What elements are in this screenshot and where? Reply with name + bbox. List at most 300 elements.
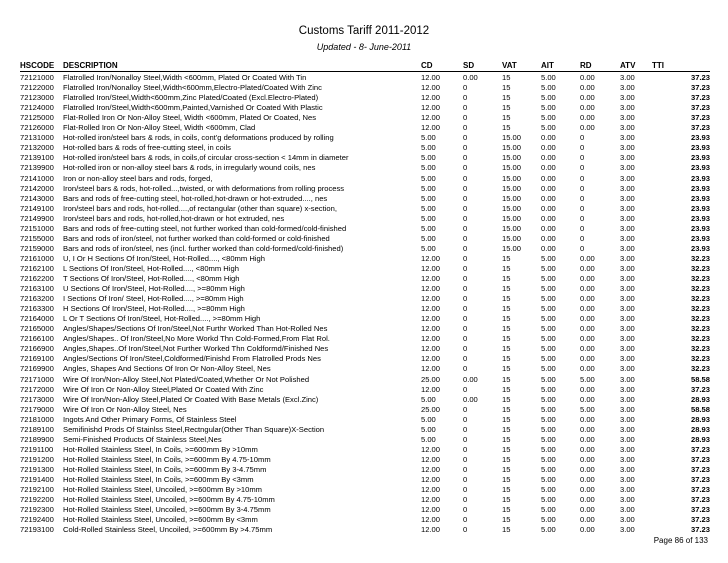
cell-tti: 37.23 — [690, 485, 710, 495]
cell-tti: 37.23 — [690, 495, 710, 505]
cell-rd: 0 — [580, 163, 585, 173]
header-vat: VAT — [502, 61, 517, 70]
cell-atv: 3.00 — [620, 83, 635, 93]
cell-cd: 5.00 — [421, 143, 436, 153]
cell-tti: 32.23 — [690, 294, 710, 304]
cell-sd: 0 — [463, 384, 468, 394]
cell-cd: 25.00 — [421, 374, 441, 384]
table-row — [0, 143, 728, 153]
cell-cd: 12.00 — [421, 93, 441, 103]
cell-tti: 37.23 — [690, 525, 710, 535]
cell-cd: 12.00 — [421, 464, 441, 474]
cell-tti: 23.93 — [690, 143, 710, 153]
cell-tti: 37.23 — [690, 505, 710, 515]
table-row — [0, 455, 728, 465]
cell-atv: 3.00 — [620, 424, 635, 434]
cell-ait: 5.00 — [541, 334, 556, 344]
table-row — [0, 93, 728, 103]
cell-tti: 32.23 — [690, 274, 710, 283]
cell-atv: 3.00 — [620, 203, 635, 213]
cell-sd: 0 — [463, 424, 468, 434]
cell-atv: 3.00 — [620, 384, 635, 394]
cell-vat: 15 — [502, 103, 511, 113]
cell-cd: 5.00 — [421, 424, 436, 434]
cell-hscode: 72139100 — [20, 153, 54, 163]
cell-atv: 3.00 — [620, 344, 635, 354]
cell-ait: 5.00 — [541, 263, 556, 273]
cell-atv: 3.00 — [620, 213, 635, 223]
cell-rd: 0.00 — [580, 93, 595, 103]
cell-sd: 0 — [463, 253, 468, 263]
cell-hscode: 72124000 — [20, 103, 54, 113]
cell-ait: 5.00 — [541, 414, 556, 424]
cell-tti: 32.23 — [690, 253, 710, 263]
cell-rd: 0.00 — [580, 424, 595, 434]
cell-vat: 15.00 — [502, 223, 522, 233]
table-row — [0, 415, 728, 425]
cell-ait: 0.00 — [541, 173, 556, 183]
table-row — [0, 364, 728, 374]
cell-hscode: 72192200 — [20, 495, 54, 505]
cell-cd: 12.00 — [421, 123, 441, 133]
cell-hscode: 72132000 — [20, 143, 54, 153]
cell-ait: 5.00 — [541, 464, 556, 474]
cell-vat: 15 — [502, 123, 511, 133]
cell-hscode: 72121000 — [20, 73, 54, 82]
cell-rd: 0.00 — [580, 344, 595, 354]
cell-vat: 15 — [502, 485, 511, 495]
cell-ait: 5.00 — [541, 505, 556, 515]
cell-ait: 5.00 — [541, 304, 556, 314]
cell-description: L Sections Of Iron/Steel, Hot-Rolled...., <80mm High — [63, 263, 239, 273]
cell-description: Bars and rods of free-cutting steel, not further worked than cold-formed/cold-finished — [63, 223, 347, 233]
cell-cd: 12.00 — [421, 324, 441, 334]
cell-ait: 5.00 — [541, 485, 556, 495]
cell-vat: 15 — [502, 304, 511, 314]
cell-atv: 3.00 — [620, 103, 635, 113]
cell-sd: 0 — [463, 485, 468, 495]
cell-ait: 5.00 — [541, 364, 556, 374]
cell-cd: 12.00 — [421, 364, 441, 374]
cell-description: Cold-Rolled Stainless Steel, Uncoiled, >=600mm By >4.75mm — [63, 525, 273, 535]
cell-cd: 12.00 — [421, 274, 441, 283]
cell-hscode: 72192400 — [20, 515, 54, 525]
cell-description: Semifinishd Prods Of Stainlss Steel,Rectngular(Other Than Square)X-Section — [63, 424, 325, 434]
cell-rd: 0.00 — [580, 263, 595, 273]
cell-rd: 0 — [580, 213, 585, 223]
table-row — [0, 83, 728, 93]
cell-tti: 32.23 — [690, 354, 710, 364]
table-row — [0, 184, 728, 194]
cell-ait: 5.00 — [541, 314, 556, 324]
cell-sd: 0 — [463, 464, 468, 474]
cell-vat: 15 — [502, 475, 511, 484]
cell-description: U, I Or H Sections Of Iron/Steel, Hot-Rolled...., <80mm High — [63, 253, 265, 263]
cell-tti: 23.93 — [690, 213, 710, 223]
cell-rd: 0 — [580, 173, 585, 183]
cell-cd: 12.00 — [421, 344, 441, 354]
cell-vat: 15 — [502, 324, 511, 334]
cell-vat: 15.00 — [502, 213, 522, 223]
cell-description: Bars and rods of iron/steel, nes (incl. further worked than cold-formed/cold-finished) — [63, 243, 344, 253]
cell-ait: 5.00 — [541, 93, 556, 103]
cell-ait: 5.00 — [541, 434, 556, 444]
cell-sd: 0 — [463, 103, 468, 113]
cell-hscode: 72189900 — [20, 434, 54, 444]
cell-rd: 0.00 — [580, 464, 595, 474]
table-row — [0, 264, 728, 274]
cell-atv: 3.00 — [620, 274, 635, 283]
cell-cd: 5.00 — [421, 173, 436, 183]
table-row — [0, 103, 728, 113]
cell-tti: 23.93 — [690, 203, 710, 213]
cell-cd: 12.00 — [421, 294, 441, 304]
cell-ait: 5.00 — [541, 73, 556, 82]
cell-atv: 3.00 — [620, 454, 635, 464]
cell-ait: 0.00 — [541, 143, 556, 153]
table-row — [0, 123, 728, 133]
cell-ait: 0.00 — [541, 153, 556, 163]
cell-sd: 0 — [463, 434, 468, 444]
cell-vat: 15.00 — [502, 243, 522, 253]
cell-hscode: 72191200 — [20, 454, 54, 464]
cell-vat: 15 — [502, 404, 511, 414]
cell-description: Hot-Rolled Stainless Steel, Uncoiled, >=600mm By <3mm — [63, 515, 258, 525]
cell-cd: 5.00 — [421, 223, 436, 233]
cell-ait: 0.00 — [541, 203, 556, 213]
cell-hscode: 72191300 — [20, 464, 54, 474]
cell-cd: 12.00 — [421, 444, 441, 454]
cell-atv: 3.00 — [620, 304, 635, 314]
header-cd: CD — [421, 61, 433, 70]
cell-atv: 3.00 — [620, 284, 635, 294]
cell-rd: 0.00 — [580, 485, 595, 495]
cell-atv: 3.00 — [620, 133, 635, 143]
table-row — [0, 224, 728, 234]
cell-rd: 0.00 — [580, 525, 595, 535]
cell-hscode: 72155000 — [20, 233, 54, 243]
table-row — [0, 294, 728, 304]
cell-vat: 15 — [502, 414, 511, 424]
cell-description: Hot-Rolled Stainless Steel, In Coils, >=600mm By 3-4.75mm — [63, 464, 267, 474]
cell-ait: 5.00 — [541, 525, 556, 535]
cell-description: U Sections Of Iron/Steel, Hot-Rolled...., >=80mm High — [63, 284, 245, 294]
cell-ait: 5.00 — [541, 344, 556, 354]
cell-rd: 0.00 — [580, 475, 595, 484]
cell-cd: 12.00 — [421, 314, 441, 324]
table-row — [0, 214, 728, 224]
table-row — [0, 354, 728, 364]
cell-tti: 37.23 — [690, 384, 710, 394]
cell-tti: 32.23 — [690, 324, 710, 334]
cell-description: Iron or non-alloy steel bars and rods, forged, — [63, 173, 213, 183]
cell-tti: 37.23 — [690, 73, 710, 82]
cell-tti: 37.23 — [690, 454, 710, 464]
cell-tti: 32.23 — [690, 314, 710, 324]
cell-atv: 3.00 — [620, 93, 635, 103]
cell-hscode: 72163300 — [20, 304, 54, 314]
cell-atv: 3.00 — [620, 294, 635, 304]
cell-cd: 12.00 — [421, 103, 441, 113]
cell-tti: 23.93 — [690, 193, 710, 203]
table-row — [0, 254, 728, 264]
cell-cd: 12.00 — [421, 475, 441, 484]
cell-rd: 0.00 — [580, 304, 595, 314]
cell-tti: 32.23 — [690, 304, 710, 314]
cell-hscode: 72126000 — [20, 123, 54, 133]
cell-vat: 15 — [502, 113, 511, 123]
cell-hscode: 72143000 — [20, 193, 54, 203]
header-rd: RD — [580, 61, 592, 70]
cell-sd: 0.00 — [463, 374, 478, 384]
cell-cd: 12.00 — [421, 384, 441, 394]
cell-cd: 5.00 — [421, 203, 436, 213]
cell-hscode: 72166100 — [20, 334, 54, 344]
cell-hscode: 72141000 — [20, 173, 54, 183]
cell-sd: 0 — [463, 414, 468, 424]
header-sd: SD — [463, 61, 475, 70]
cell-ait: 0.00 — [541, 133, 556, 143]
cell-sd: 0.00 — [463, 394, 478, 404]
cell-description: Hot-Rolled Stainless Steel, Uncoiled, >=600mm By 4.75-10mm — [63, 495, 275, 505]
cell-sd: 0 — [463, 515, 468, 525]
cell-atv: 3.00 — [620, 183, 635, 193]
cell-vat: 15 — [502, 274, 511, 283]
cell-description: L Or T Sections Of Iron/Steel, Hot-Rolled...., >=80mm High — [63, 314, 261, 324]
cell-hscode: 72123000 — [20, 93, 54, 103]
cell-tti: 37.23 — [690, 464, 710, 474]
cell-atv: 3.00 — [620, 173, 635, 183]
cell-cd: 12.00 — [421, 485, 441, 495]
cell-vat: 15 — [502, 394, 511, 404]
cell-description: I Sections Of Iron/ Steel, Hot-Rolled...., >=80mm High — [63, 294, 244, 304]
table-row — [0, 304, 728, 314]
cell-hscode: 72179000 — [20, 404, 54, 414]
cell-cd: 12.00 — [421, 334, 441, 344]
cell-cd: 12.00 — [421, 253, 441, 263]
cell-atv: 3.00 — [620, 253, 635, 263]
cell-sd: 0 — [463, 243, 468, 253]
cell-hscode: 72162100 — [20, 263, 54, 273]
cell-description: Hot-rolled iron or non-alloy steel bars & rods, in irregularly wound coils, nes — [63, 163, 316, 173]
header-atv: ATV — [620, 61, 636, 70]
table-row — [0, 133, 728, 143]
cell-tti: 37.23 — [690, 515, 710, 525]
cell-cd: 5.00 — [421, 434, 436, 444]
table-row — [0, 385, 728, 395]
cell-cd: 12.00 — [421, 113, 441, 123]
cell-sd: 0 — [463, 475, 468, 484]
table-row — [0, 344, 728, 354]
table-row — [0, 475, 728, 485]
cell-rd: 0.00 — [580, 444, 595, 454]
cell-description: Hot-Rolled Stainless Steel, In Coils, >=600mm By >10mm — [63, 444, 258, 454]
cell-atv: 3.00 — [620, 394, 635, 404]
cell-tti: 23.93 — [690, 173, 710, 183]
cell-description: Angles, Shapes And Sections Of Iron Or Non-Alloy Steel, Nes — [63, 364, 271, 374]
cell-sd: 0 — [463, 223, 468, 233]
cell-ait: 0.00 — [541, 183, 556, 193]
cell-rd: 0.00 — [580, 454, 595, 464]
cell-cd: 12.00 — [421, 263, 441, 273]
cell-rd: 0 — [580, 153, 585, 163]
cell-description: Angles/Shapes/Sections Of Iron/Steel,Not Furthr Worked Than Hot-Rolled Nes — [63, 324, 328, 334]
cell-atv: 3.00 — [620, 505, 635, 515]
cell-vat: 15.00 — [502, 183, 522, 193]
table-row — [0, 525, 728, 535]
cell-hscode: 72166900 — [20, 344, 54, 354]
cell-ait: 0.00 — [541, 193, 556, 203]
cell-atv: 3.00 — [620, 263, 635, 273]
cell-hscode: 72192300 — [20, 505, 54, 515]
cell-hscode: 72162200 — [20, 274, 54, 283]
cell-tti: 32.23 — [690, 364, 710, 374]
table-row — [0, 163, 728, 173]
cell-cd: 5.00 — [421, 133, 436, 143]
table-row — [0, 485, 728, 495]
page-subtitle: Updated - 8- June-2011 — [316, 42, 412, 52]
cell-atv: 3.00 — [620, 374, 635, 384]
cell-hscode: 72125000 — [20, 113, 54, 123]
header-description: DESCRIPTION — [63, 61, 118, 70]
table-row — [0, 405, 728, 415]
cell-description: Ingots And Other Primary Forms, Of Stainless Steel — [63, 414, 237, 424]
table-row — [0, 73, 728, 83]
cell-atv: 3.00 — [620, 223, 635, 233]
cell-ait: 5.00 — [541, 454, 556, 464]
cell-vat: 15 — [502, 284, 511, 294]
cell-rd: 0.00 — [580, 274, 595, 283]
cell-ait: 5.00 — [541, 404, 556, 414]
cell-sd: 0 — [463, 324, 468, 334]
cell-sd: 0 — [463, 364, 468, 374]
cell-cd: 5.00 — [421, 163, 436, 173]
cell-vat: 15 — [502, 525, 511, 535]
cell-description: Hot-Rolled Stainless Steel, In Coils, >=600mm By 4.75-10mm — [63, 454, 271, 464]
cell-atv: 3.00 — [620, 475, 635, 484]
cell-sd: 0 — [463, 123, 468, 133]
cell-vat: 15 — [502, 505, 511, 515]
cell-vat: 15 — [502, 515, 511, 525]
cell-rd: 0.00 — [580, 354, 595, 364]
cell-description: Hot-rolled iron/steel bars & rods, in coils,of circular cross-section < 14mm in diameter — [63, 153, 349, 163]
cell-atv: 3.00 — [620, 143, 635, 153]
cell-atv: 3.00 — [620, 123, 635, 133]
cell-hscode: 72159000 — [20, 243, 54, 253]
cell-hscode: 72122000 — [20, 83, 54, 93]
cell-sd: 0 — [463, 284, 468, 294]
cell-rd: 0.00 — [580, 73, 595, 82]
cell-description: Iron/steel bars and rods, hot-rolled....,of rectangular (other than square) x-section, — [63, 203, 337, 213]
cell-description: Flat-Rolled Iron Or Non-Alloy Steel, Width <600mm, Clad — [63, 123, 256, 133]
cell-hscode: 72161000 — [20, 253, 54, 263]
cell-tti: 23.93 — [690, 183, 710, 193]
cell-sd: 0 — [463, 334, 468, 344]
cell-vat: 15.00 — [502, 193, 522, 203]
cell-ait: 5.00 — [541, 394, 556, 404]
cell-tti: 23.93 — [690, 133, 710, 143]
cell-description: Bars and rods of iron/steel, not further worked than cold-formed or cold-finished — [63, 233, 330, 243]
cell-vat: 15 — [502, 464, 511, 474]
cell-vat: 15 — [502, 354, 511, 364]
cell-sd: 0 — [463, 83, 468, 93]
cell-tti: 28.93 — [690, 424, 710, 434]
cell-rd: 0 — [580, 143, 585, 153]
cell-vat: 15.00 — [502, 163, 522, 173]
cell-tti: 32.23 — [690, 263, 710, 273]
cell-vat: 15 — [502, 384, 511, 394]
cell-rd: 0.00 — [580, 495, 595, 505]
cell-cd: 5.00 — [421, 233, 436, 243]
page-title: Customs Tariff 2011-2012 — [298, 25, 430, 37]
table-row — [0, 153, 728, 163]
cell-vat: 15.00 — [502, 153, 522, 163]
cell-ait: 0.00 — [541, 163, 556, 173]
cell-ait: 5.00 — [541, 424, 556, 434]
cell-ait: 5.00 — [541, 495, 556, 505]
cell-tti: 23.93 — [690, 223, 710, 233]
cell-description: Hot-rolled bars & rods of free-cutting steel, in coils — [63, 143, 231, 153]
cell-description: Flat-Rolled Iron Or Non-Alloy Steel, Width <600mm, Plated Or Coated, Nes — [63, 113, 317, 123]
cell-sd: 0 — [463, 193, 468, 203]
cell-rd: 0.00 — [580, 284, 595, 294]
cell-rd: 0.00 — [580, 123, 595, 133]
cell-description: Wire Of Iron/Non-Alloy Steel,Not Plated/Coated,Whether Or Not Polished — [63, 374, 310, 384]
cell-cd: 12.00 — [421, 284, 441, 294]
cell-atv: 3.00 — [620, 153, 635, 163]
cell-tti: 32.23 — [690, 284, 710, 294]
cell-hscode: 72149900 — [20, 213, 54, 223]
table-row — [0, 465, 728, 475]
cell-rd: 0.00 — [580, 505, 595, 515]
table-row — [0, 274, 728, 284]
cell-tti: 23.93 — [690, 233, 710, 243]
cell-rd: 0 — [580, 243, 585, 253]
cell-ait: 5.00 — [541, 374, 556, 384]
cell-cd: 12.00 — [421, 73, 441, 82]
cell-cd: 12.00 — [421, 83, 441, 93]
header-ait: AIT — [541, 61, 554, 70]
cell-tti: 32.23 — [690, 334, 710, 344]
cell-tti: 28.93 — [690, 434, 710, 444]
cell-ait: 5.00 — [541, 294, 556, 304]
cell-sd: 0 — [463, 294, 468, 304]
cell-vat: 15 — [502, 294, 511, 304]
cell-vat: 15 — [502, 495, 511, 505]
cell-sd: 0 — [463, 113, 468, 123]
cell-vat: 15 — [502, 454, 511, 464]
cell-hscode: 72142000 — [20, 183, 54, 193]
cell-rd: 0.00 — [580, 253, 595, 263]
cell-description: Semi-Finished Products Of Stainless Steel,Nes — [63, 434, 222, 444]
cell-tti: 58.58 — [690, 374, 710, 384]
cell-description: Bars and rods of free-cutting steel, hot-rolled,hot-drawn or hot-extruded...., nes — [63, 193, 328, 203]
cell-hscode: 72189100 — [20, 424, 54, 434]
cell-tti: 37.23 — [690, 83, 710, 93]
cell-hscode: 72149100 — [20, 203, 54, 213]
cell-description: Flatrolled Iron/Steel,Width<600mm,Zinc Plated/Coated (Excl.Electro-Plated) — [63, 93, 319, 103]
cell-description: Hot-Rolled Stainless Steel, Uncoiled, >=600mm By 3-4.75mm — [63, 505, 271, 515]
cell-sd: 0 — [463, 454, 468, 464]
cell-vat: 15 — [502, 73, 511, 82]
cell-atv: 3.00 — [620, 243, 635, 253]
cell-tti: 37.23 — [690, 113, 710, 123]
cell-vat: 15.00 — [502, 173, 522, 183]
cell-tti: 37.23 — [690, 93, 710, 103]
cell-sd: 0 — [463, 304, 468, 314]
cell-cd: 12.00 — [421, 354, 441, 364]
cell-atv: 3.00 — [620, 485, 635, 495]
